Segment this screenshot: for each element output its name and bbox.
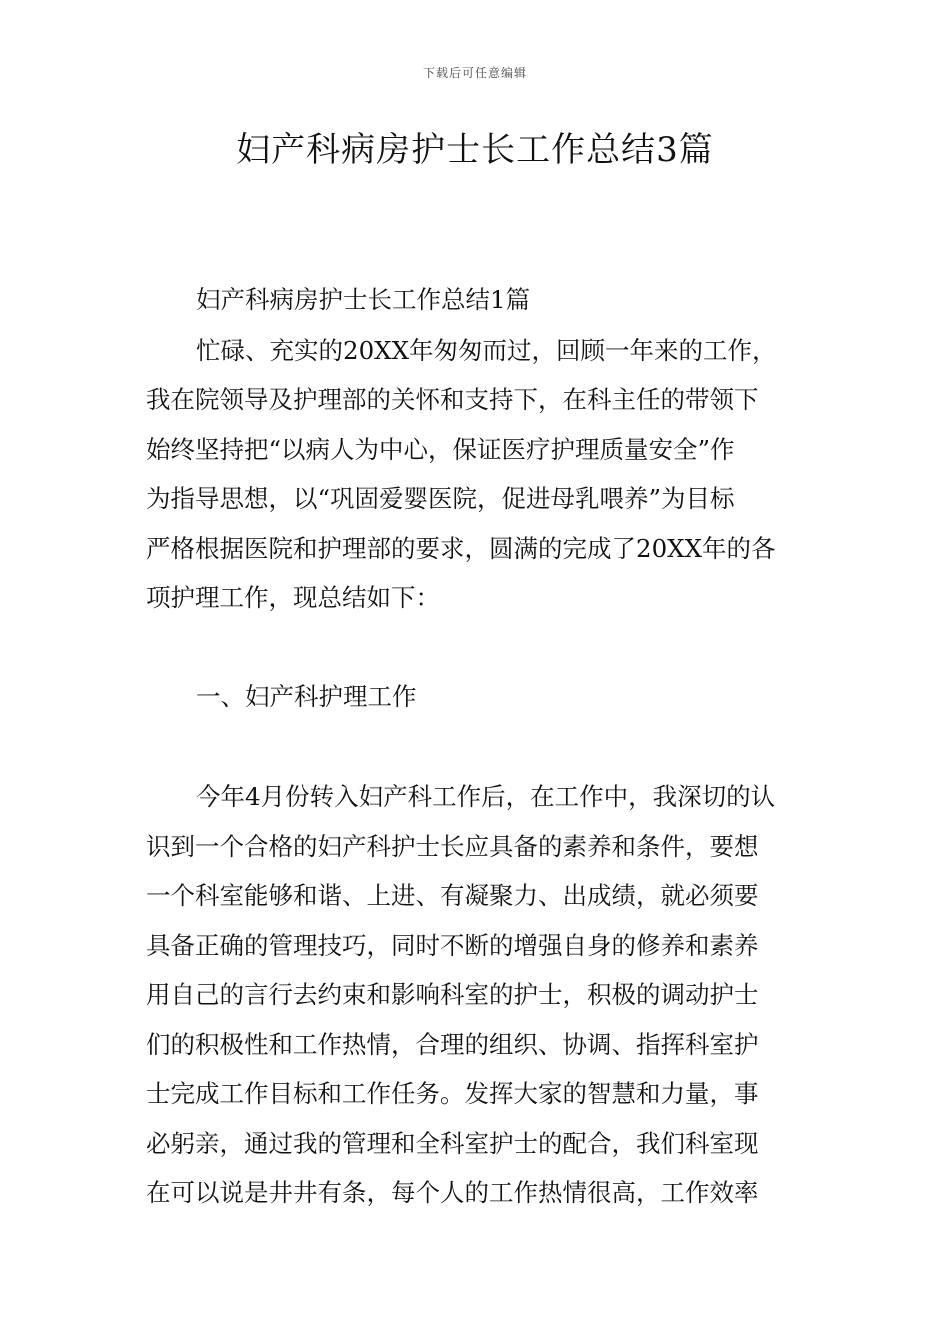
section-heading: 一、妇产科护理工作 <box>196 682 417 711</box>
section-heading: 妇产科病房护士长工作总结1篇 <box>196 285 531 314</box>
paragraph-line: 士完成工作目标和工作任务。发挥大家的智慧和力量，事 <box>146 1079 759 1108</box>
paragraph-line: 在可以说是井井有条，每个人的工作热情很高，工作效率 <box>146 1178 759 1207</box>
document-title: 妇产科病房护士长工作总结3篇 <box>236 130 714 170</box>
paragraph-line: 识到一个合格的妇产科护士长应具备的素养和条件，要想 <box>146 832 759 861</box>
paragraph-line: 一个科室能够和谐、上进、有凝聚力、出成绩，就必须要 <box>146 881 759 910</box>
paragraph-line: 始终坚持把“以病人为中心，保证医疗护理质量安全”作 <box>146 435 735 464</box>
paragraph-line: 今年4月份转入妇产科工作后，在工作中，我深切的认 <box>196 782 776 811</box>
paragraph-line: 们的积极性和工作热情，合理的组织、协调、指挥科室护 <box>146 1030 759 1059</box>
paragraph-line: 我在院领导及护理部的关怀和支持下，在科主任的带领下 <box>146 385 759 414</box>
header-note: 下载后可任意编辑 <box>422 66 527 80</box>
paragraph-line: 具备正确的管理技巧，同时不断的增强自身的修养和素养 <box>146 931 759 960</box>
paragraph-line: 项护理工作，现总结如下： <box>146 583 440 612</box>
paragraph-line: 为指导思想，以“巩固爱婴医院，促进母乳喂养”为目标 <box>146 484 735 513</box>
paragraph-line: 严格根据医院和护理部的要求，圆满的完成了20XX年的各 <box>146 534 776 563</box>
paragraph-line: 必躬亲，通过我的管理和全科室护士的配合，我们科室现 <box>146 1129 759 1158</box>
paragraph-line: 用自己的言行去约束和影响科室的护士，积极的调动护士 <box>146 980 759 1009</box>
paragraph-line: 忙碌、充实的20XX年匆匆而过，回顾一年来的工作， <box>196 336 777 365</box>
